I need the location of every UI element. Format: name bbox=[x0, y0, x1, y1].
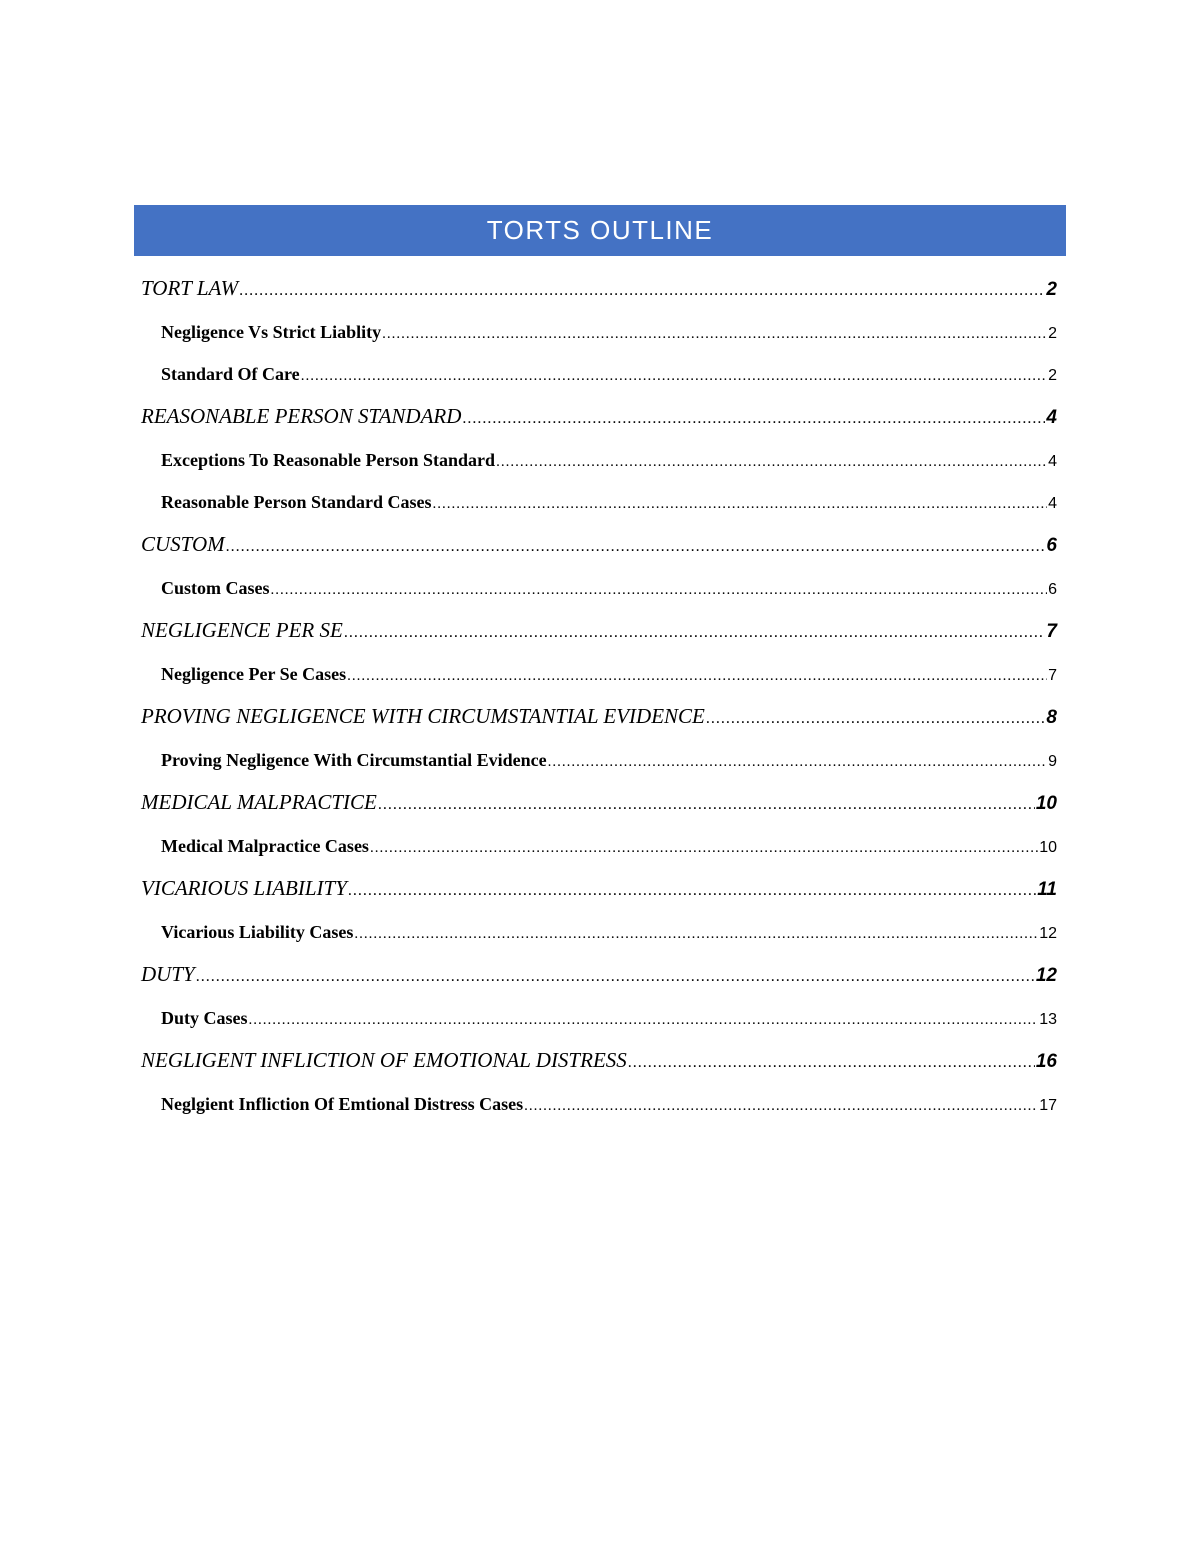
toc-entry-negligence-vs-strict-liability[interactable] bbox=[141, 316, 1057, 358]
toc-page-number: 2 bbox=[1048, 325, 1057, 342]
toc-page-number: 11 bbox=[1037, 879, 1057, 900]
toc-entry-label: Neglgient Infliction Of Emtional Distress Cases bbox=[161, 1094, 524, 1114]
dot-leader bbox=[370, 830, 1038, 864]
toc-entry-label: Standard Of Care bbox=[161, 364, 300, 384]
dot-leader bbox=[249, 1002, 1039, 1036]
toc-page-number: 8 bbox=[1046, 707, 1057, 728]
dot-leader bbox=[354, 916, 1038, 950]
dot-leader bbox=[462, 400, 1045, 435]
toc-entry-duty[interactable] bbox=[141, 958, 1057, 1002]
toc-entry-label: Exceptions To Reasonable Person Standard bbox=[161, 450, 496, 470]
toc-entry-circumstantial-evidence-sub[interactable] bbox=[141, 744, 1057, 786]
toc-entry-label: REASONABLE PERSON STANDARD bbox=[141, 404, 462, 428]
dot-leader bbox=[301, 358, 1047, 392]
toc-entry-medical-malpractice-cases[interactable] bbox=[141, 830, 1057, 872]
toc-page-number: 2 bbox=[1046, 279, 1057, 300]
toc-page-number: 10 bbox=[1035, 793, 1057, 814]
toc-entry-duty-cases[interactable] bbox=[141, 1002, 1057, 1044]
toc-entry-vicarious-liability[interactable] bbox=[141, 872, 1057, 916]
dot-leader bbox=[433, 486, 1048, 520]
toc-entry-label: Proving Negligence With Circumstantial Evidence bbox=[161, 750, 547, 770]
toc-page-number: 4 bbox=[1048, 495, 1057, 512]
toc-entry-label: Negligence Vs Strict Liablity bbox=[161, 322, 382, 342]
dot-leader bbox=[239, 272, 1045, 307]
toc-page-number: 12 bbox=[1035, 965, 1057, 986]
dot-leader bbox=[548, 744, 1047, 778]
toc-page-number: 7 bbox=[1046, 621, 1057, 642]
toc-page-number: 13 bbox=[1039, 1011, 1057, 1028]
table-of-contents bbox=[141, 272, 1057, 1130]
toc-page-number: 6 bbox=[1046, 535, 1057, 556]
toc-entry-label: CUSTOM bbox=[141, 532, 225, 556]
toc-page-number: 6 bbox=[1048, 581, 1057, 598]
toc-entry-nied[interactable] bbox=[141, 1044, 1057, 1088]
title-banner bbox=[134, 205, 1066, 256]
toc-entry-label: TORT LAW bbox=[141, 276, 239, 300]
toc-entry-label: Duty Cases bbox=[161, 1008, 248, 1028]
toc-entry-circumstantial-evidence[interactable] bbox=[141, 700, 1057, 744]
toc-entry-label: NEGLIGENT INFLICTION OF EMOTIONAL DISTRESS bbox=[141, 1048, 627, 1072]
toc-page-number: 12 bbox=[1039, 925, 1057, 942]
dot-leader bbox=[706, 700, 1046, 735]
toc-entry-reasonable-person-standard[interactable] bbox=[141, 400, 1057, 444]
document-title: TORTS OUTLINE bbox=[486, 215, 714, 245]
dot-leader bbox=[496, 444, 1047, 478]
toc-entry-standard-of-care[interactable] bbox=[141, 358, 1057, 400]
toc-page-number: 10 bbox=[1039, 839, 1057, 856]
toc-entry-reasonable-person-cases[interactable] bbox=[141, 486, 1057, 528]
dot-leader bbox=[347, 658, 1047, 692]
toc-entry-label: Medical Malpractice Cases bbox=[161, 836, 369, 856]
toc-entry-label: NEGLIGENCE PER SE bbox=[141, 618, 343, 642]
toc-page-number: 7 bbox=[1048, 667, 1057, 684]
toc-page-number: 16 bbox=[1035, 1051, 1057, 1072]
dot-leader bbox=[382, 316, 1047, 350]
dot-leader bbox=[271, 572, 1048, 606]
toc-page-number: 4 bbox=[1048, 453, 1057, 470]
dot-leader bbox=[196, 958, 1035, 993]
toc-entry-label: MEDICAL MALPRACTICE bbox=[141, 790, 377, 814]
toc-entry-exceptions-reasonable-person[interactable] bbox=[141, 444, 1057, 486]
toc-page-number: 2 bbox=[1048, 367, 1057, 384]
toc-entry-label: Vicarious Liability Cases bbox=[161, 922, 354, 942]
toc-page-number: 17 bbox=[1039, 1097, 1057, 1114]
toc-entry-label: DUTY bbox=[141, 962, 195, 986]
toc-page-number: 9 bbox=[1048, 753, 1057, 770]
toc-entry-label: Custom Cases bbox=[161, 578, 270, 598]
toc-entry-custom[interactable] bbox=[141, 528, 1057, 572]
toc-entry-label: PROVING NEGLIGENCE WITH CIRCUMSTANTIAL EVIDENCE bbox=[141, 704, 705, 728]
toc-entry-vicarious-liability-cases[interactable] bbox=[141, 916, 1057, 958]
toc-entry-custom-cases[interactable] bbox=[141, 572, 1057, 614]
dot-leader bbox=[348, 872, 1036, 907]
dot-leader bbox=[378, 786, 1035, 821]
toc-entry-label: VICARIOUS LIABILITY bbox=[141, 876, 347, 900]
toc-entry-label: Reasonable Person Standard Cases bbox=[161, 492, 432, 512]
toc-entry-medical-malpractice[interactable] bbox=[141, 786, 1057, 830]
toc-entry-tort-law[interactable] bbox=[141, 272, 1057, 316]
toc-entry-label: Negligence Per Se Cases bbox=[161, 664, 347, 684]
dot-leader bbox=[524, 1088, 1038, 1122]
toc-entry-nied-cases[interactable] bbox=[141, 1088, 1057, 1130]
dot-leader bbox=[628, 1044, 1035, 1079]
dot-leader bbox=[344, 614, 1046, 649]
toc-page-number: 4 bbox=[1046, 407, 1057, 428]
toc-entry-negligence-per-se[interactable] bbox=[141, 614, 1057, 658]
dot-leader bbox=[226, 528, 1046, 563]
toc-entry-negligence-per-se-cases[interactable] bbox=[141, 658, 1057, 700]
